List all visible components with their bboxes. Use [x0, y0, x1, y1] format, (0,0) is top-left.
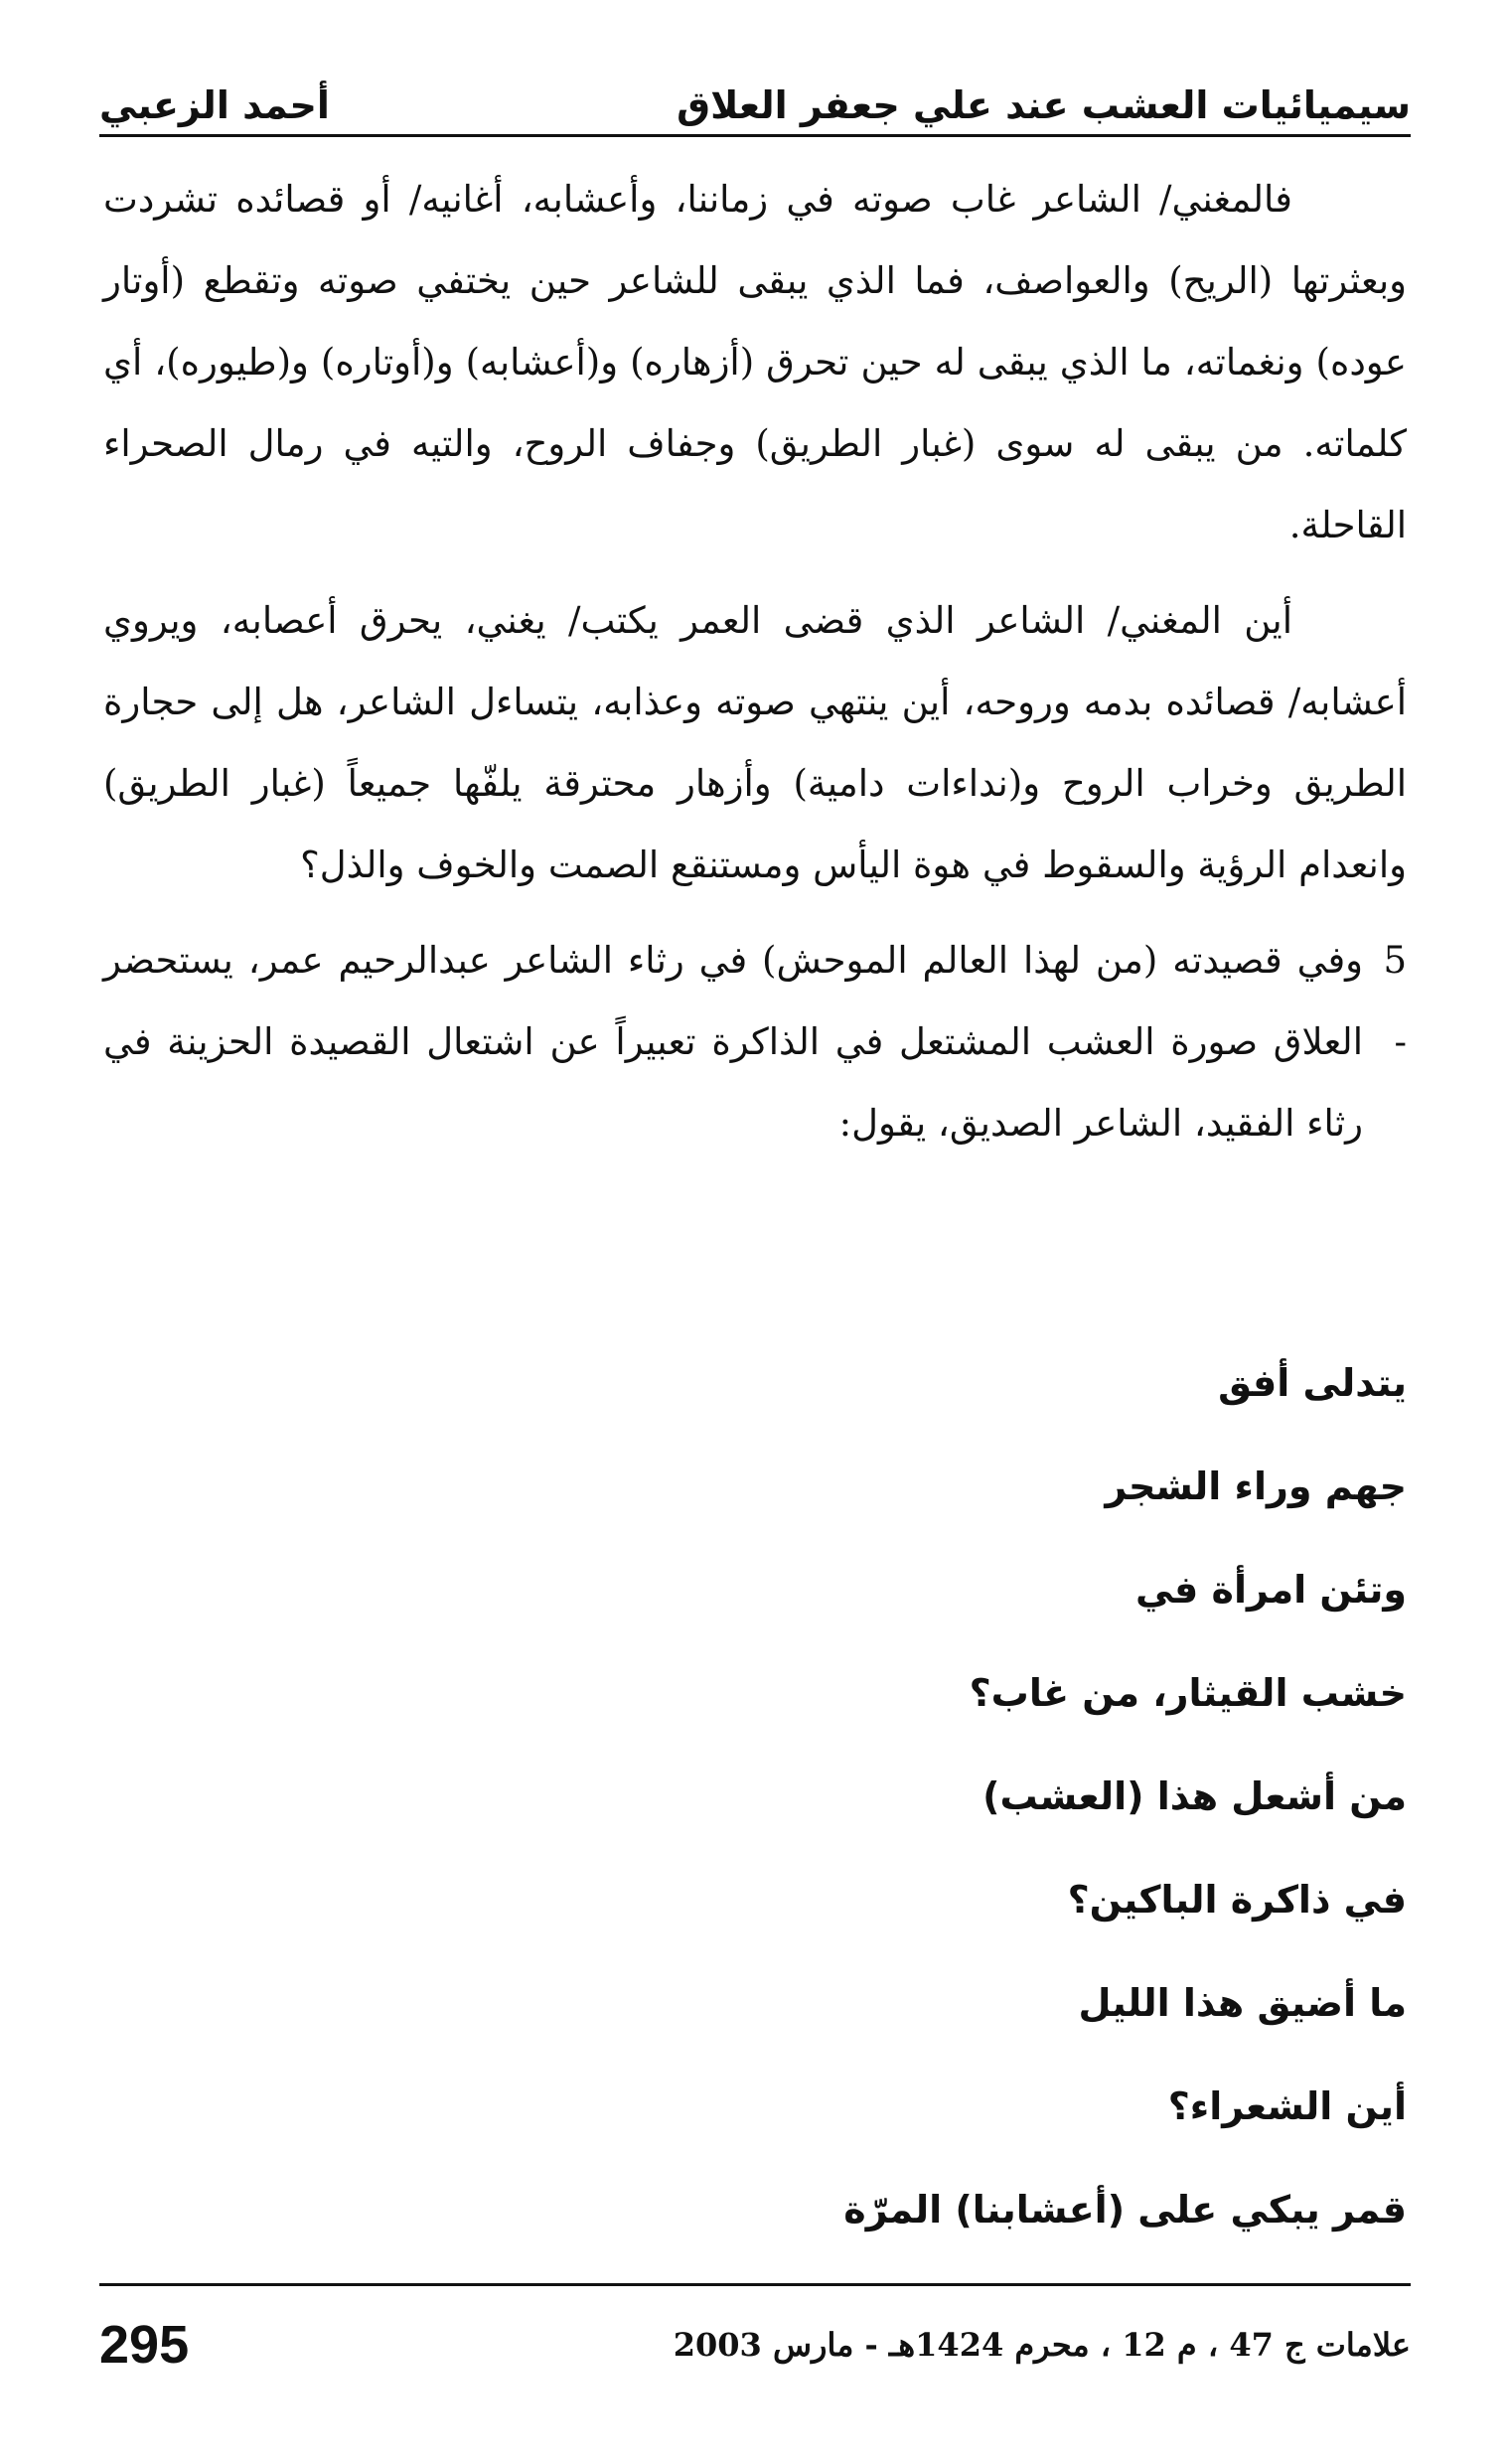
author-name: أحمد الزعبي — [99, 83, 330, 127]
poem-line: من أشعل هذا (العشب) — [982, 1774, 1407, 1818]
poem-excerpt — [103, 1331, 1407, 2261]
page-number: 295 — [99, 2315, 190, 2375]
page-footer — [99, 2315, 1411, 2375]
poem-line: خشب القيثار، من غاب؟ — [969, 1671, 1407, 1715]
header-rule — [99, 134, 1411, 137]
paragraph: فالمغني/ الشاعر غاب صوته في زماننا، وأعشابه، أغانيه/ أو قصائده تشردت وبعثرتها (الريح) والعواصف، فما الذي يبقى للشاعر حين يختفي صوته وتقطع (أوتار عوده) ونغماته، ما الذي يبقى له حين تحرق (أزهاره) و(أعشابه) و(أوتاره) و(طيوره)، أي كلماته. من يبقى له سوى (غبار الطريق) وجفاف الروح، والتيه في رمال الصحراء القاحلة. — [103, 178, 1407, 546]
paragraph: أين المغني/ الشاعر الذي قضى العمر يكتب/ يغني، يحرق أعصابه، ويروي أعشابه/ قصائده بدمه وروحه، أين ينتهي صوته وعذابه، يتساءل الشاعر، هل إلى حجارة الطريق وخراب الروح و(نداءات دامية) وأزهار محترقة يلفّها جميعاً (غبار الطريق) وانعدام الرؤية والسقوط في هوة اليأس ومستنقع الصمت والخوف والذل؟ — [103, 599, 1407, 886]
poem-line: يتدلى أفق — [1218, 1361, 1407, 1405]
poem-line: قمر يبكي على (أعشابنا) المرّة — [843, 2188, 1407, 2232]
poem-line: ما أضيق هذا الليل — [1078, 1981, 1407, 2025]
poem-line: في ذاكرة الباكين؟ — [1067, 1878, 1407, 1922]
article-title: سيميائيات العشب عند علي جعفر العلاق — [677, 83, 1411, 127]
footer-rule — [99, 2283, 1411, 2286]
poem-line: وتئن امرأة في — [1134, 1568, 1407, 1612]
issue-info: علامات ج 47 ، م 12 ، محرم 1424هـ - مارس 2003 — [673, 2326, 1411, 2364]
item-text: وفي قصيدته (من لهذا العالم الموحش) في رثاء الشاعر عبدالرحيم عمر، يستحضر العلاق صورة العشب المشتعل في الذاكرة تعبيراً عن اشتعال القصيدة الحزينة في رثاء الفقيد، الشاعر الصديق، يقول: — [103, 939, 1363, 1145]
item-number: 5 - — [1383, 939, 1407, 1063]
running-header — [99, 58, 1411, 127]
poem-line: أين الشعراء؟ — [1167, 2084, 1407, 2128]
poem-line: جهم وراء الشجر — [1105, 1464, 1407, 1508]
numbered-item — [103, 920, 1407, 1164]
body-text — [103, 159, 1407, 1164]
